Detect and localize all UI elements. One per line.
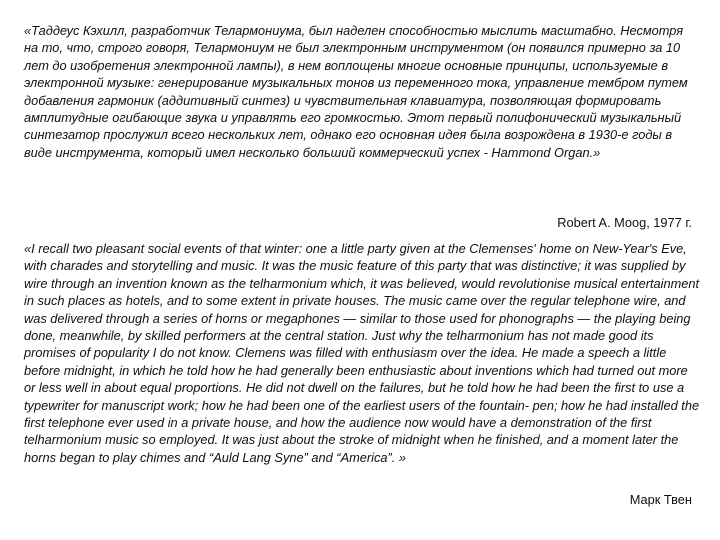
quote-moog: «Таддеус Кэхилл, разработчик Телармониума, был наделен способностью мыслить масштабно. Несмотря на то, что, строго говоря, Телармониум не был электронным инструментом (он появился примерно за 10 лет до изобретения электронной лампы), в нем воплощены многие основные принципы, используемые в электронной музыке: генерирование музыкальных тонов из переменного тока, управление тембром путем добавления гармоник (аддитивный синтез) и чувствительная клавиатура, позволяющая формировать амплитудные огибающие звука и управлять его громкостью. Этот первый полифонический музыкальный синтезатор прослужил всего нескольких лет, однако его основная идея была возрождена в 1930-е годы в виде инструмента, который имел несколько больший коммерческий успех - Hammond Organ.» — [24, 23, 688, 160]
quote-author-twain: Марк Твен — [629, 492, 692, 507]
quote-twain: «I recall two pleasant social events of that winter: one a little party given at the Clemenses' home on New-Year's Eve, with charades and storytelling and music. It was the music feature of this party that was distinctive; it was supplied by wire through an invention known as the telharmonium which, it was believed, would revolutionise musical entertainment in such places as hotels, and to some extent in private houses. The music came over the regular telephone wire, and was delivered through a series of horns or megaphones — similar to those used for phonographs — the playing being done, meanwhile, by skilled performers at the central station. Just why the telharmonium has not made good its promises of popularity I do not know. Clemens was filled with enthusiasm over the idea. He made a speech a little before midnight, in which he told how he had generally been enthusiastic about inventions which had turned out more or less well in about equal proportions. He did not dwell on the failures, but he told how he had been the first to use a typewriter for manuscript work; how he had been one of the earliest users of the fountain- pen; how he had installed the first telephone ever used in a private house, and how the audience now would have a demonstration of the first telharmonium music so employed. It was just about the stroke of midnight when he finished, and a moment later the horns began to play chimes and “Auld Lang Syne” and “America”. » — [24, 241, 700, 465]
quote-author-moog: Robert A. Moog, 1977 г. — [557, 215, 692, 230]
